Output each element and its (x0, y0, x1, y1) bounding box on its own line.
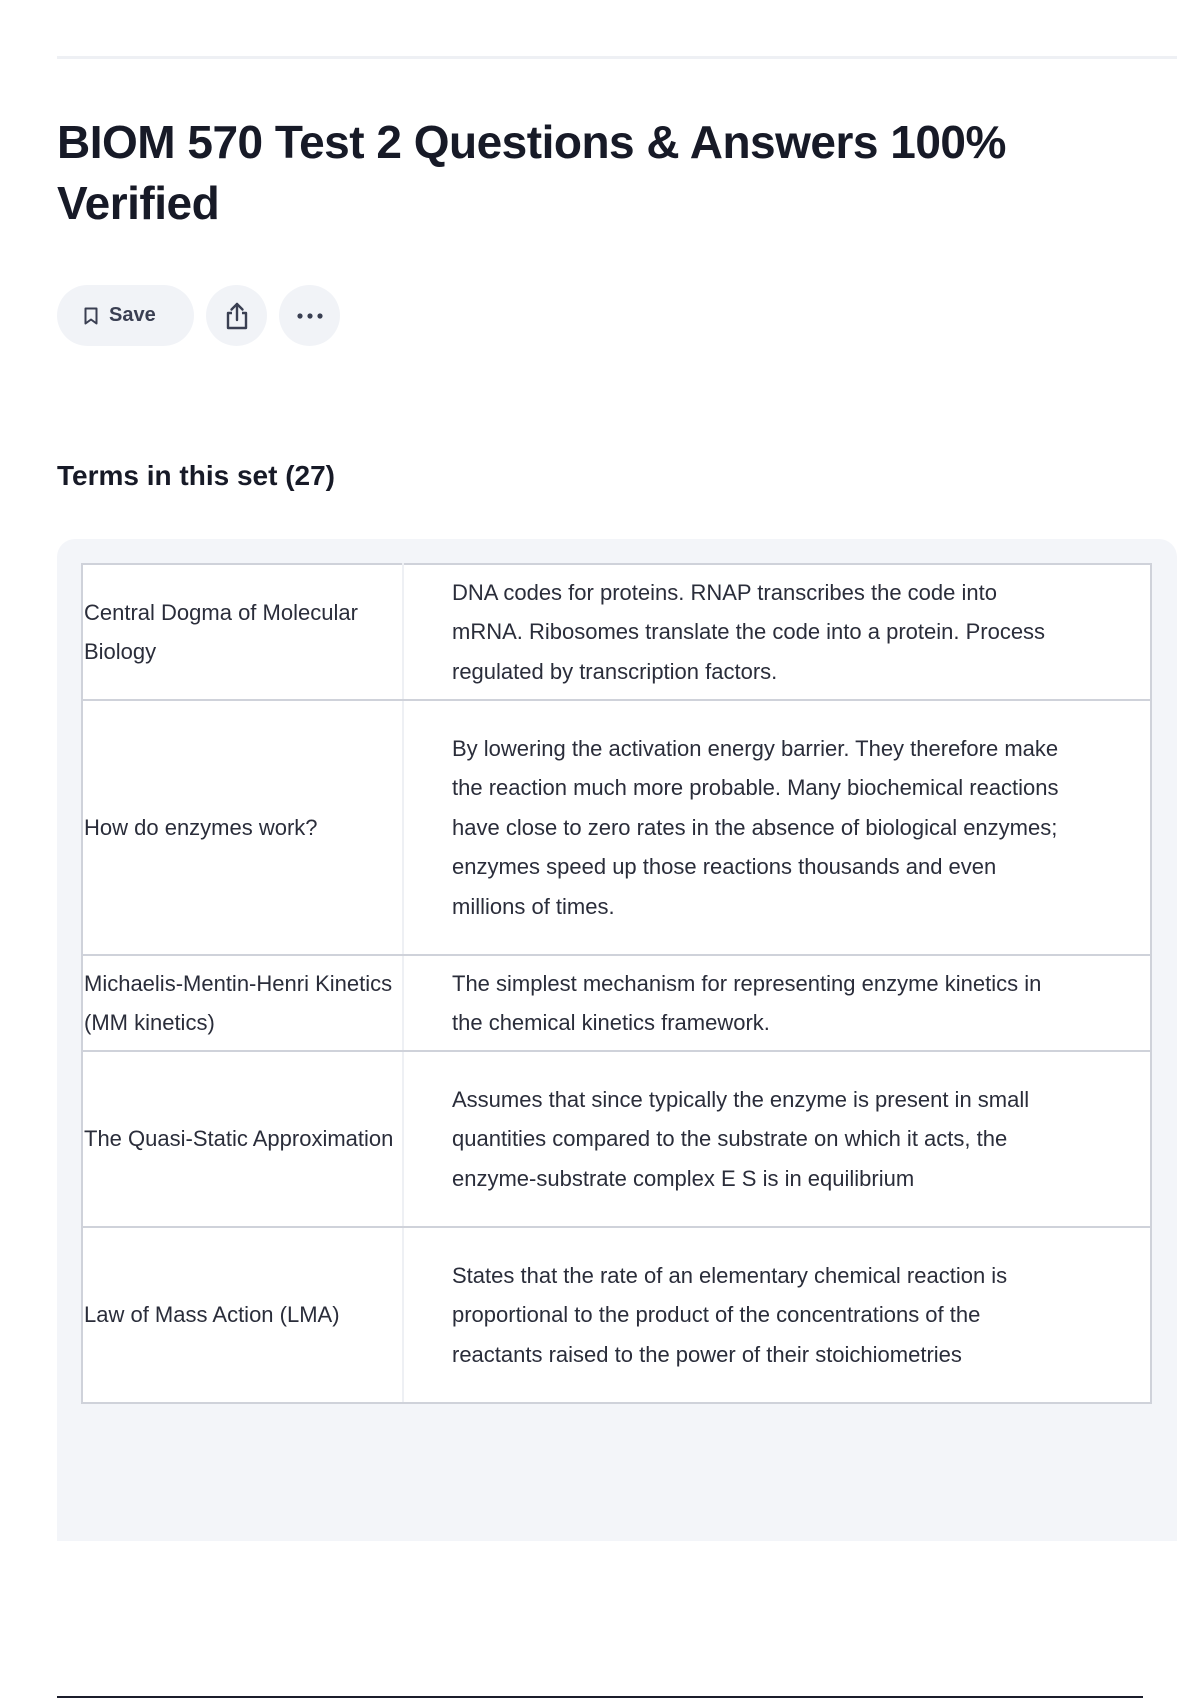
page-title: BIOM 570 Test 2 Questions & Answers 100% Verified (57, 116, 1006, 229)
term-cell: Central Dogma of Molecular Biology (82, 564, 403, 700)
more-options-icon (296, 312, 324, 320)
more-options-button[interactable] (279, 285, 340, 346)
share-button[interactable] (206, 285, 267, 346)
terms-table (81, 563, 1152, 1404)
term-row (82, 700, 1151, 955)
term-cell: Michaelis-Mentin-Henri Kinetics (MM kinetics) (82, 955, 403, 1051)
save-label: Save (109, 304, 156, 326)
definition-cell: Assumes that since typically the enzyme is present in small quantities compared to the substrate on which it acts, the enzyme-substrate complex E S is in equilibrium (403, 1051, 1151, 1227)
definition-cell: By lowering the activation energy barrier. They therefore make the reaction much more probable. Many biochemical reactions have close to zero rates in the absence of biological enzymes; enzymes speed up those reactions thousands and even millions of times. (403, 700, 1151, 955)
share-icon (223, 301, 251, 331)
term-cell: How do enzymes work? (82, 700, 403, 955)
term-row (82, 1051, 1151, 1227)
bookmark-icon (83, 306, 99, 326)
term-row (82, 564, 1151, 700)
terms-section-title: Terms in this set (27) (57, 460, 336, 491)
term-row (82, 1227, 1151, 1403)
definition-cell: DNA codes for proteins. RNAP transcribes the code into mRNA. Ribosomes translate the code into a protein. Process regulated by transcription factors. (403, 564, 1151, 700)
term-cell: Law of Mass Action (LMA) (82, 1227, 403, 1403)
action-bar (57, 285, 340, 346)
term-row (82, 955, 1151, 1051)
terms-panel (57, 539, 1177, 1541)
top-divider (57, 56, 1177, 59)
definition-cell: States that the rate of an elementary chemical reaction is proportional to the product of the concentrations of the reactants raised to the power of their stoichiometries (403, 1227, 1151, 1403)
definition-cell: The simplest mechanism for representing enzyme kinetics in the chemical kinetics framework. (403, 955, 1151, 1051)
term-cell: The Quasi-Static Approximation (82, 1051, 403, 1227)
bottom-divider (57, 1696, 1143, 1698)
save-button[interactable] (57, 285, 194, 346)
